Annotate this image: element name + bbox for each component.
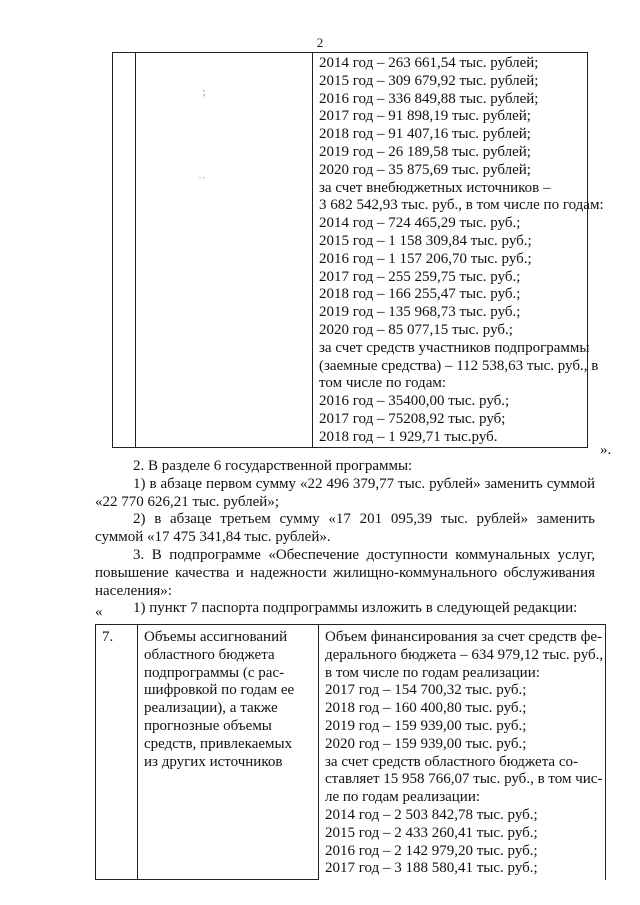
scan-mark: ˙˙: [198, 174, 206, 188]
top-financing-table: [112, 52, 604, 448]
financing-line: Объем финансирования за счет средств фе-: [325, 629, 603, 645]
financing-line: 2019 год – 135 968,73 тыс. руб.;: [319, 304, 521, 321]
financing-line: ле по годам реализации:: [325, 789, 481, 806]
financing-line: 2017 год – 154 700,32 тыс. руб.;: [325, 682, 527, 699]
financing-line: 2020 год – 159 939,00 тыс. руб.;: [325, 735, 527, 752]
description-line: Объемы ассигнований: [144, 629, 288, 645]
amendment-text: [95, 458, 595, 618]
financing-line: 2014 год – 724 465,29 тыс. руб.;: [319, 215, 521, 232]
paragraph: 1) в абзаце первом сумму «22 496 379,77 тыс. рублей» заменить суммой «22 770 626,21 тыс. рублей»;: [95, 475, 595, 510]
description-line: из других источников: [144, 753, 283, 770]
financing-line: дерального бюджета – 634 979,12 тыс. руб.,: [325, 646, 604, 663]
financing-line: том числе по годам:: [319, 375, 447, 392]
top-table-description-cell: [136, 53, 313, 448]
financing-line: 2014 год – 263 661,54 тыс. рублей;: [319, 55, 539, 71]
description-line: шифровкой по годам ее: [144, 682, 295, 699]
description-line: средств, привлекаемых: [144, 735, 293, 752]
financing-line: за счет средств участников подпрограммы: [319, 339, 590, 356]
financing-line: 2017 год – 3 188 580,41 тыс. руб.;: [325, 860, 538, 877]
financing-line: 2016 год – 2 142 979,20 тыс. руб.;: [325, 842, 538, 859]
description-line: реализации), а также: [144, 700, 278, 717]
financing-line: ставляет 15 958 766,07 тыс. руб., в том чис-: [325, 771, 603, 788]
financing-line: 2017 год – 91 898,19 тыс. рублей;: [319, 108, 531, 125]
paragraph: 1) пункт 7 паспорта подпрограммы изложить в следующей редакции:: [133, 600, 578, 617]
financing-line: (заемные средства) – 112 538,63 тыс. руб., в: [319, 357, 599, 374]
top-table-financing-cell: [313, 53, 604, 448]
financing-line: 2016 год – 336 849,88 тыс. рублей;: [319, 90, 539, 107]
financing-line: за счет внебюджетных источников –: [319, 179, 551, 196]
financing-line: 2015 год – 309 679,92 тыс. рублей;: [319, 72, 539, 89]
financing-line: 2014 год – 2 503 842,78 тыс. руб.;: [325, 806, 538, 823]
financing-line: 3 682 542,93 тыс. руб., в том числе по годам:: [319, 197, 604, 214]
item-financing-cell: [319, 625, 606, 880]
description-line: подпрограммы (с рас-: [144, 664, 285, 681]
item-number: 7.: [102, 629, 114, 645]
paragraph: 2) в абзаце третьем сумму «17 201 095,39 тыс. рублей» заменить суммой «17 475 341,84 тыс. рублей».: [95, 511, 595, 546]
financing-line: 2019 год – 159 939,00 тыс. руб.;: [325, 717, 527, 734]
top-table-number-cell: [113, 53, 136, 448]
financing-line: 2015 год – 2 433 260,41 тыс. руб.;: [325, 824, 538, 841]
paragraph: 2. В разделе 6 государственной программы:: [133, 458, 413, 474]
item-number-cell: [96, 625, 138, 880]
financing-line: 2018 год – 166 255,47 тыс. руб.;: [319, 286, 521, 303]
financing-line: 2018 год – 1 929,71 тыс.руб.: [319, 428, 498, 445]
financing-line: 2017 год – 255 259,75 тыс. руб.;: [319, 268, 521, 285]
scan-mark: ⁏: [202, 84, 207, 98]
item-description-cell: [138, 625, 319, 880]
financing-line: 2017 год – 75208,92 тыс. руб;: [319, 410, 506, 427]
financing-line: 2018 год – 160 400,80 тыс. руб.;: [325, 700, 527, 717]
financing-line: 2020 год – 35 875,69 тыс. рублей;: [319, 161, 531, 178]
financing-line: в том числе по годам реализации:: [325, 664, 540, 681]
opening-quote: «: [95, 604, 103, 620]
financing-line: 2018 год – 91 407,16 тыс. рублей;: [319, 126, 531, 143]
financing-line: 2015 год – 1 158 309,84 тыс. руб.;: [319, 232, 532, 249]
financing-line: 2019 год – 26 189,58 тыс. рублей;: [319, 143, 531, 160]
page-number: 2: [316, 35, 324, 50]
financing-line: 2020 год – 85 077,15 тыс. руб.;: [319, 321, 513, 338]
financing-line: за счет средств областного бюджета со-: [325, 753, 578, 770]
description-line: областного бюджета: [144, 646, 275, 663]
description-line: прогнозные объемы: [144, 717, 272, 734]
paragraph: 3. В подпрограмме «Обеспечение доступности коммунальных услуг, повышение качества и надежности жилищно-коммунального обслуживания населения»:: [95, 546, 595, 599]
financing-line: 2016 год – 1 157 206,70 тыс. руб.;: [319, 250, 532, 267]
closing-quote: ».: [600, 442, 612, 458]
subprogram-passport-table: [95, 624, 606, 880]
financing-line: 2016 год – 35400,00 тыс. руб.;: [319, 393, 510, 410]
